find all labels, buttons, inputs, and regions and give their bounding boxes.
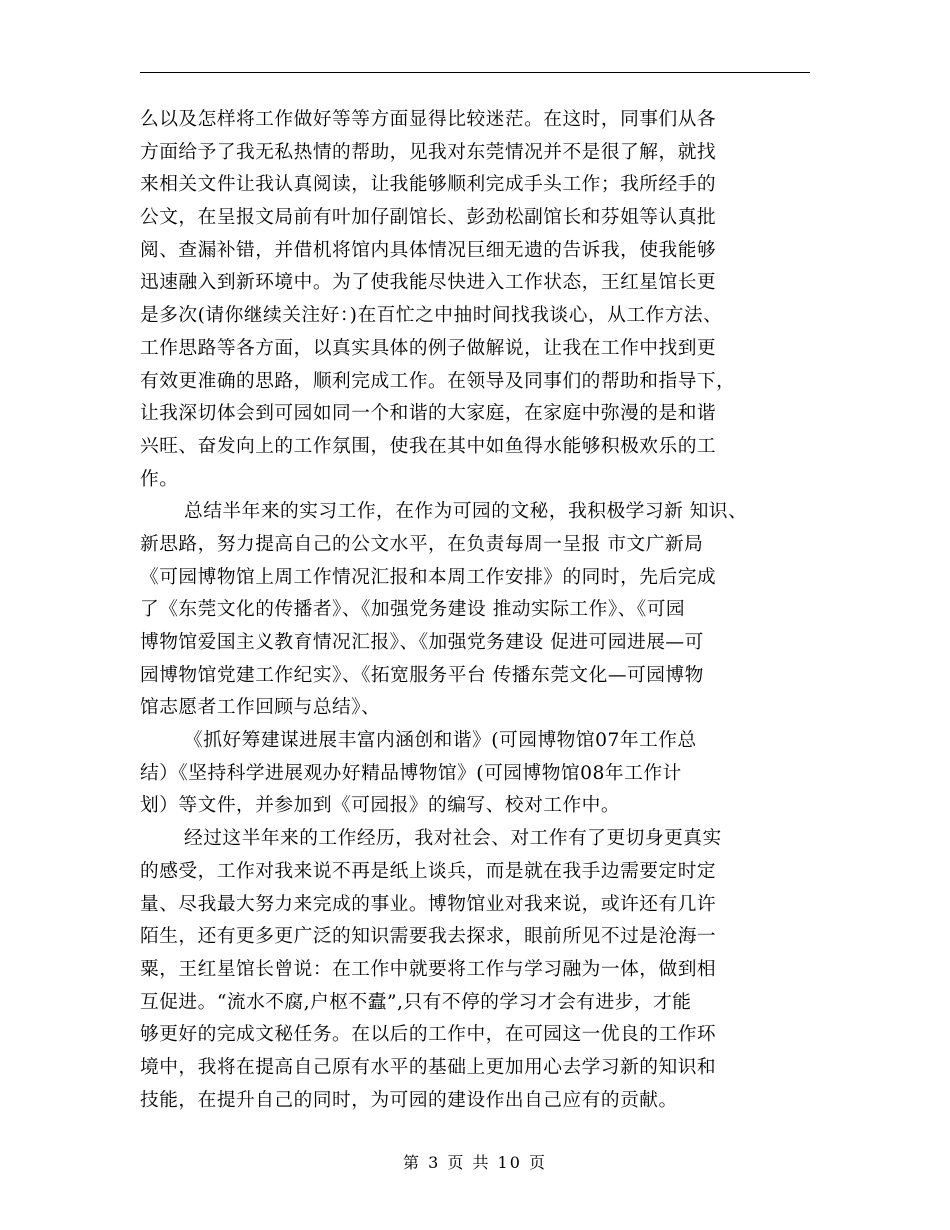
text-line: 兴旺、奋发向上的工作氛围，使我在其中如鱼得水能够积极欢乐的工 bbox=[140, 435, 717, 457]
text-line: 划）等文件，并参加到《可园报》的编写、校对工作中。 bbox=[140, 795, 621, 817]
text-line: 粟，王红星馆长曾说：在工作中就要将工作与学习融为一体，做到相 bbox=[140, 958, 717, 980]
text-line: 技能，在提升自己的同时，为可园的建设作出自己应有的贡献。 bbox=[140, 1089, 678, 1111]
text-line: 互促进。“流水不腐,户枢不蠹”,只有不停的学习才会有进步，才能 bbox=[140, 991, 692, 1013]
text-line: 迅速融入到新环境中。为了使我能尽快进入工作状态，王红星馆长更 bbox=[140, 272, 717, 294]
text-line: 的感受，工作对我来说不再是纸上谈兵，而是就在我手边需要定时定 bbox=[140, 860, 717, 882]
text-line: 方面给予了我无私热情的帮助，见我对东莞情况并不是很了解，就找 bbox=[140, 141, 717, 163]
text-line: 作。 bbox=[140, 468, 179, 490]
text-line: 《抓好筹建谋进展丰富内涵创和谐》(可园博物馆07年工作总 bbox=[184, 730, 697, 752]
text-line: 《可园博物馆上周工作情况汇报和本周工作安排》的同时，先后完成 bbox=[140, 566, 717, 588]
text-line: 来相关文件让我认真阅读，让我能够顺利完成手头工作；我所经手的 bbox=[140, 174, 717, 196]
text-line: 量、尽我最大努力来完成的事业。博物馆业对我来说，或许还有几许 bbox=[140, 893, 717, 915]
page-number-footer: 第 3 页 共 10 页 bbox=[403, 1153, 547, 1172]
text-line: 公文，在呈报文局前有叶加仔副馆长、彭劲松副馆长和芬姐等认真批 bbox=[140, 207, 717, 229]
text-line: 园博物馆党建工作纪实》、《拓宽服务平台 传播东莞文化—可园博物 bbox=[140, 664, 704, 686]
text-line: 是多次(请你继续关注好：)在百忙之中抽时间找我谈心，从工作方法、 bbox=[140, 305, 723, 327]
text-line: 阅、查漏补错，并借机将馆内具体情况巨细无遗的告诉我，使我能够 bbox=[140, 239, 717, 261]
body-text bbox=[140, 104, 820, 1117]
text-line: 让我深切体会到可园如同一个和谐的大家庭，在家庭中弥漫的是和谐 bbox=[140, 403, 717, 425]
header-rule bbox=[140, 72, 810, 73]
text-line: 了《东莞文化的传播者》、《加强党务建设 推动实际工作》、《可园 bbox=[140, 599, 686, 621]
text-line: 工作思路等各方面，以真实具体的例子做解说，让我在工作中找到更 bbox=[140, 337, 717, 359]
text-line: 新思路，努力提高自己的公文水平，在负责每周一呈报 市文广新局 bbox=[140, 533, 704, 555]
text-line: 有效更准确的思路，顺利完成工作。在领导及同事们的帮助和指导下， bbox=[140, 370, 736, 392]
text-line: 陌生，还有更多更广泛的知识需要我去探求，眼前所见不过是沧海一 bbox=[140, 926, 717, 948]
text-line: 么以及怎样将工作做好等等方面显得比较迷茫。在这时，同事们从各 bbox=[140, 109, 717, 130]
text-line: 结）《坚持科学进展观办好精品博物馆》(可园博物馆08年工作计 bbox=[140, 762, 682, 784]
text-line: 境中，我将在提高自己原有水平的基础上更加用心去学习新的知识和 bbox=[140, 1056, 717, 1078]
text-line: 博物馆爱国主义教育情况汇报》、《加强党务建设 促进可园进展—可 bbox=[140, 632, 704, 653]
text-line: 经过这半年来的工作经历，我对社会、对工作有了更切身更真实 bbox=[184, 828, 722, 850]
text-line: 馆志愿者工作回顾与总结》、 bbox=[140, 697, 381, 719]
text-line: 总结半年来的实习工作，在作为可园的文秘，我积极学习新 知识、 bbox=[184, 501, 748, 523]
text-line: 够更好的完成文秘任务。在以后的工作中，在可园这一优良的工作环 bbox=[140, 1024, 717, 1046]
